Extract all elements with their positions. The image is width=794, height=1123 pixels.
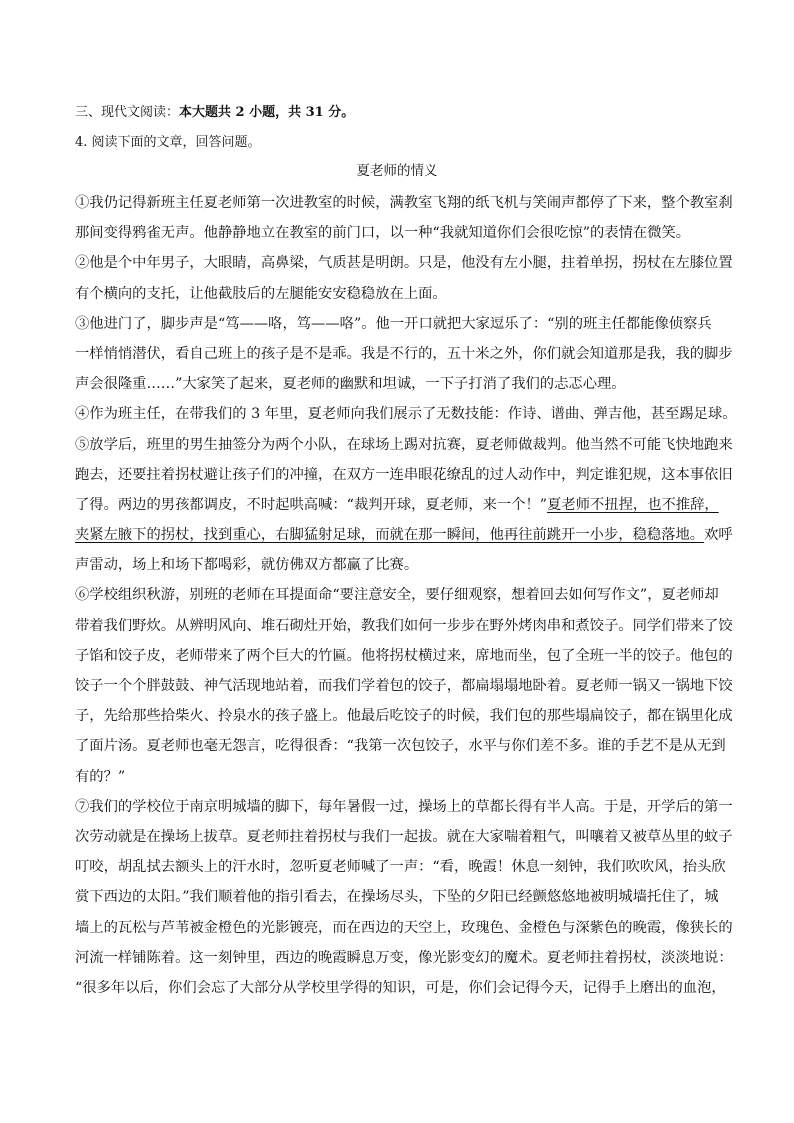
text-line: 饺子一个个胖鼓鼓、神气活现地站着，而我们学着包的饺子，都扁塌塌地卧着。夏老师一锅又一锅地下饺 bbox=[75, 678, 733, 694]
text-line bbox=[75, 490, 721, 520]
text-line: 一样悄悄潜伏，看自己班上的孩子是不是乖。我是不行的，五十米之外，你们就会知道那是我，我的脚步 bbox=[75, 345, 733, 362]
text-line: ③他进门了，脚步声是“笃——咯，笃——咯”。他一开口就把大家逗乐了：“别的班主任都能像侦察兵 bbox=[75, 315, 712, 332]
text-line: 叮咬，胡乱拭去额头上的汗水时，忽听夏老师喊了一声：“看，晚霞！休息一刻钟，我们吹吹风，抬头欣 bbox=[75, 859, 726, 876]
section-heading-prefix: 三、现代文阅读： bbox=[75, 105, 180, 120]
text-line: ⑥学校组织秋游，别班的老师在耳提面命“要注意安全，要仔细观察，想着回去如何写作文”，夏老师却 bbox=[75, 587, 719, 604]
text-line: 赏下西边的太阳。”我们顺着他的指引看去，在操场尽头，下坠的夕阳已经颤悠悠地被明城墙托住了，城 bbox=[75, 889, 719, 906]
text-line: ④作为班主任，在带我们的 3 年里，夏老师向我们展示了无数技能：作诗、谱曲、弹吉他，甚至踢足球。 bbox=[75, 406, 737, 423]
underlined-text: 夹紧左腋下的拐杖，找到重心，右脚猛射足球，而就在那一瞬间，他再往前跳开一小步，稳稳落地。 bbox=[75, 527, 705, 544]
text-segment: 欢呼 bbox=[704, 527, 733, 544]
text-line: 子馅和饺子皮，老师带来了两个巨大的竹匾。他将拐杖横过来，席地而坐，包了全班一半的饺子。他包的 bbox=[75, 647, 733, 664]
text-line: “很多年以后，你们会忘了大部分从学校里学得的知识，可是，你们会记得今天，记得手上磨出的血泡， bbox=[75, 979, 726, 996]
article-title: 夏老师的情义 bbox=[356, 163, 438, 179]
text-segment: 了得。两边的男孩都调皮，不时起哄高喊：“裁判开球，夏老师，来一个！” bbox=[75, 496, 548, 513]
text-line: 墙上的瓦松与芦苇被金橙色的光影镀亮，而在西边的天空上，玫瑰色、金橙色与深紫色的晚霞，像狭长的 bbox=[75, 919, 733, 936]
text-line: 了面片汤。夏老师也毫无怨言，吃得很香：“我第一次包饺子，水平与你们差不多。谁的手艺不是从无到 bbox=[75, 738, 726, 755]
text-line: ⑦我们的学校位于南京明城墙的脚下，每年暑假一过，操场上的草都长得有半人高。于是，开学后的第一 bbox=[75, 798, 733, 815]
text-line: 河流一样铺陈着。这一刻钟里，西边的晚霞瞬息万变，像光影变幻的魔术。夏老师拄着拐杖，淡淡地说： bbox=[75, 949, 733, 966]
article-body bbox=[75, 188, 737, 1003]
text-line: 跑去，还要拄着拐杖避让孩子们的冲撞，在双方一连串眼花缭乱的过人动作中，判定谁犯规，这本事依旧 bbox=[75, 466, 733, 483]
text-line: 带着我们野炊。从辨明风向、堆石砌灶开始，教我们如何一步步在野外烤肉串和煮饺子。同学们带来了饺 bbox=[75, 617, 733, 634]
text-line: 声会很隆重……”大家笑了起来，夏老师的幽默和坦诚，一下子打消了我们的忐忑心理。 bbox=[75, 376, 626, 393]
text-line: 有的？” bbox=[75, 768, 126, 785]
text-line: ①我仍记得新班主任夏老师第一次进教室的时候，满教室飞翔的纸飞机与笑闹声都停了下来，整个教室刹 bbox=[75, 195, 733, 211]
underlined-text: 夏老师不扭捏，也不推辞， bbox=[547, 496, 719, 513]
text-line: ⑤放学后，班里的男生抽签分为两个小队，在球场上踢对抗赛，夏老师做裁判。他当然不可能飞快地跑来 bbox=[75, 436, 733, 453]
text-line: 子，先给那些拾柴火、拎泉水的孩子盛上。他最后吃饺子的时候，我们包的那些塌扁饺子，都在锅里化成 bbox=[75, 708, 733, 725]
question-prompt: 4. 阅读下面的文章，回答问题。 bbox=[75, 135, 261, 150]
text-line: 次劳动就是在操场上拔草。夏老师拄着拐杖与我们一起拔。就在大家喘着粗气，叫嚷着又被草丛里的蚊子 bbox=[75, 828, 733, 845]
text-line bbox=[75, 520, 733, 550]
text-line: ②他是个中年男子，大眼睛，高鼻梁，气质甚是明朗。只是，他没有左小腿，拄着单拐，拐杖在左膝位置 bbox=[75, 255, 733, 272]
text-line: 有个横向的支托，让他截肢后的左腿能安安稳稳放在上面。 bbox=[75, 285, 447, 302]
section-heading-score: 本大题共 2 小题，共 31 分。 bbox=[179, 105, 355, 120]
text-line: 那间变得鸦雀无声。他静静地立在教室的前门口，以一种“我就知道你们会很吃惊”的表情在微笑。 bbox=[75, 225, 691, 242]
section-heading bbox=[75, 104, 354, 122]
text-line: 声雷动，场上和场下都喝彩，就仿佛双方都赢了比赛。 bbox=[75, 557, 419, 574]
